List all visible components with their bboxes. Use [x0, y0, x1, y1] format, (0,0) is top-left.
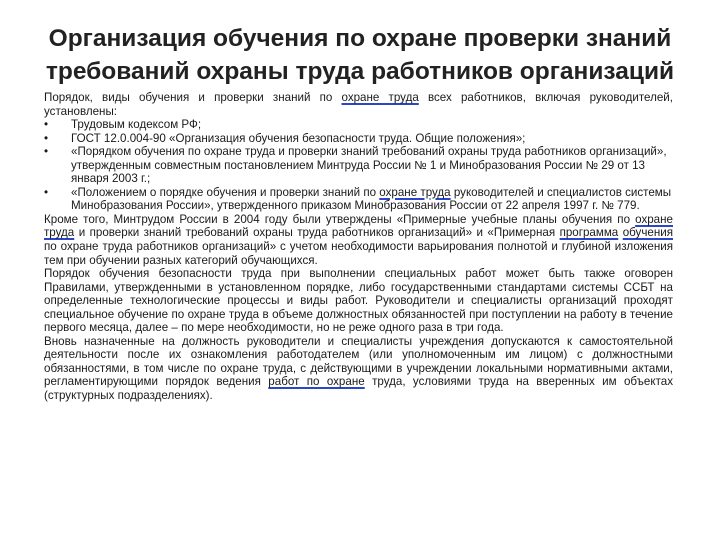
link-obucheniya[interactable]: обучения	[622, 226, 673, 240]
link-okhrane-truda[interactable]: охране труда	[379, 185, 451, 199]
link-rabot-po-okhrane[interactable]: работ по охране	[268, 375, 365, 389]
bullet-marker: •	[44, 131, 49, 145]
slide-body	[44, 91, 673, 403]
paragraph-new-managers	[44, 335, 673, 403]
list-item-text: «Порядком обучения по охране труда и проверки знаний требований охраны труда работников организаций», утвержденным совместным постановлением Минтруда России № 1 и Минобразования России № 29 от 13 января 2003 г.;	[71, 145, 667, 186]
list-item	[44, 132, 673, 146]
title-line-1: Организация обучения по охране проверки знаний	[48, 25, 672, 52]
paragraph-text: по охране труда работников организаций» с учетом необходимости варьирования полнотой и глубиной изложения тем при обучении разных категорий обучающихся.	[44, 240, 673, 267]
intro-paragraph	[44, 91, 673, 118]
intro-text-end: всех работников, включая руководителей, установлены:	[44, 91, 673, 118]
slide-title	[20, 22, 700, 88]
paragraph-text: Кроме того, Минтрудом России в 2004 году были утверждены «Примерные учебные планы обучения по	[44, 212, 636, 226]
paragraph-text: труда, условиями труда на вверенных им объектах (структурных подразделениях).	[44, 375, 674, 403]
link-okhrane-truda[interactable]: охране труда	[341, 91, 419, 104]
list-item	[44, 186, 673, 213]
paragraph-text: и проверки знаний требований охраны труда работников организаций» и «Примерная	[74, 226, 560, 240]
title-line-2: требований охраны труда работников организаций	[45, 58, 675, 85]
bullet-marker: •	[44, 118, 49, 132]
list-item-text: «Положением о порядке обучения и проверки знаний по	[71, 185, 380, 199]
list-item	[44, 118, 673, 132]
list-item	[44, 145, 673, 186]
link-programma[interactable]: программа	[559, 226, 619, 240]
paragraph-text: Вновь назначенные на должность руководители и специалисты учреждения допускаются к самостоятельной деятельности после их ознакомления работодателем (или уполномоченным им лицом) с должностными обязанностями, в том числе по охране труда, с действующими в учреждении локальными нормативными актами, регламентирующими порядок ведения	[44, 334, 673, 389]
list-item-text: Трудовым кодексом РФ;	[71, 118, 202, 132]
list-item-text: ГОСТ 12.0.004-90 «Организация обучения безопасности труда. Общие положения»;	[71, 131, 526, 145]
intro-text: Порядок, виды обучения и проверки знаний по	[44, 91, 342, 104]
list-item-text-end: руководителей и специалистов системы Минобразования России», утвержденного приказом Минобразования России от 22 апреля 1997 г. № 779.	[71, 185, 672, 213]
bullet-marker: •	[44, 185, 49, 199]
bullet-marker: •	[44, 145, 49, 159]
link-okhrane-truda[interactable]: охране труда	[44, 212, 673, 240]
paragraph-minTrud	[44, 213, 673, 267]
paragraph-special-work: Порядок обучения безопасности труда при выполнении специальных работ может быть также оговорен Правилами, утвержденными в установленном порядке, либо государственными стандартами системы ССБТ на определенные технологические процессы и виды работ. Руководители и специалисты организаций проходят специальное обучение по охране труда в объеме должностных обязанностей при поступлении на работу в течение первого месяца, далее – по мере необходимости, но не реже одного раза в три года.	[44, 267, 673, 335]
